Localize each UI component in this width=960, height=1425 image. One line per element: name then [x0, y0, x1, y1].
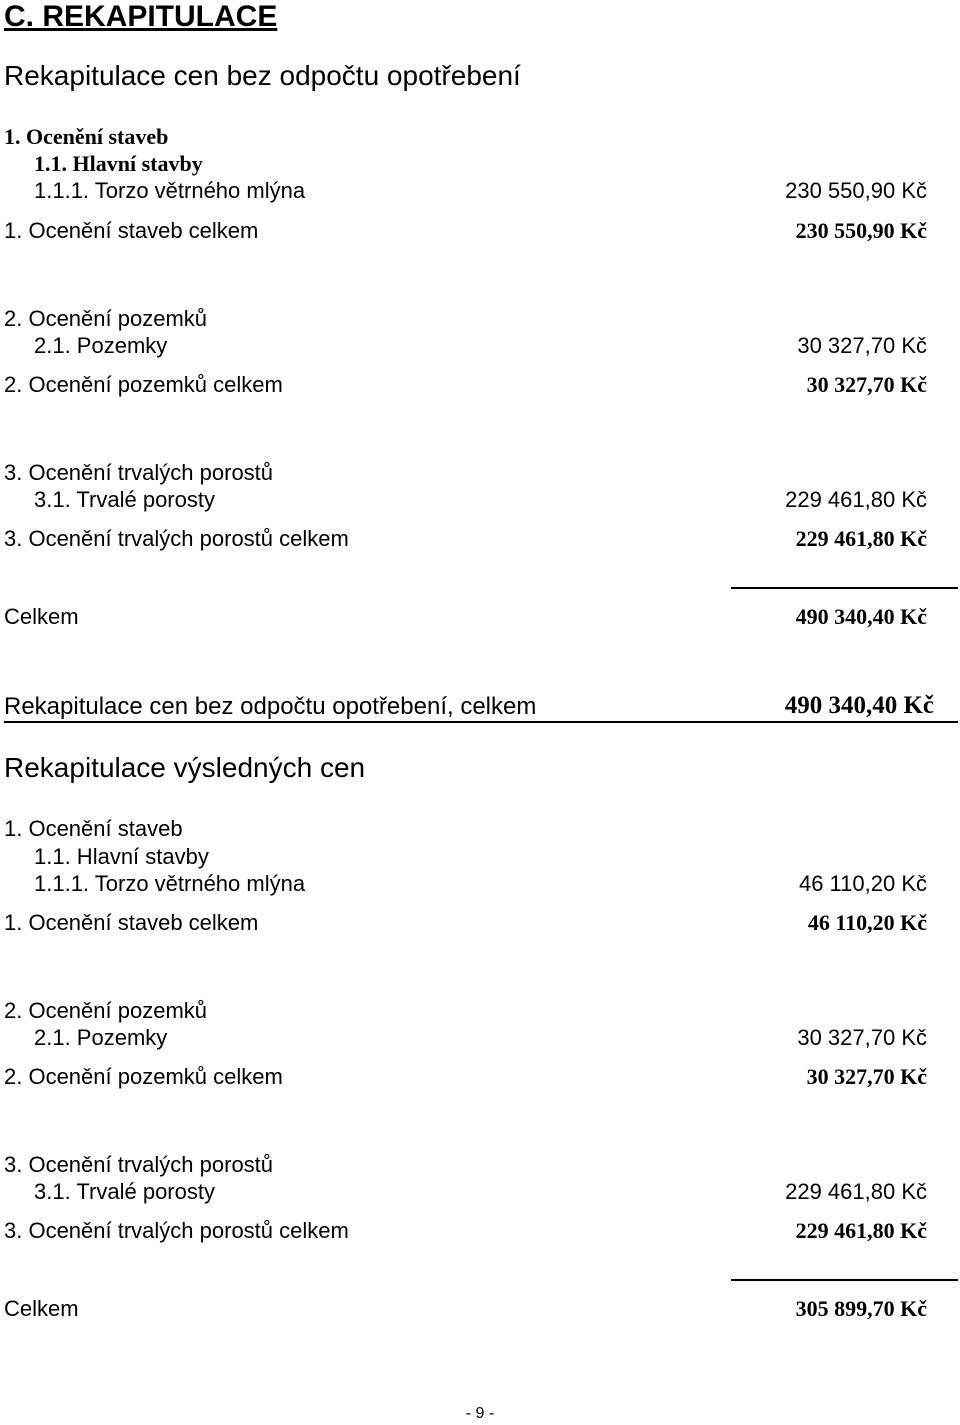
group-total-value: 230 550,90 Kč — [795, 218, 927, 243]
group-header: 1. Ocenění staveb — [4, 816, 183, 841]
final-total-label: Rekapitulace cen bez odpočtu opotřebení, celkem — [4, 693, 537, 720]
group-total-value: 46 110,20 Kč — [807, 910, 927, 935]
item-value: 30 327,70 Kč — [797, 1025, 927, 1050]
item-value: 230 550,90 Kč — [785, 178, 927, 203]
sum-rule — [731, 587, 958, 589]
group-total-label: 3. Ocenění trvalých porostů celkem — [4, 526, 349, 551]
item-value: 229 461,80 Kč — [785, 1179, 927, 1204]
item-label: 3.1. Trvalé porosty — [34, 1179, 215, 1204]
section-heading: Rekapitulace výsledných cen — [4, 752, 366, 783]
item-value: 46 110,20 Kč — [798, 871, 927, 896]
group-total-label: 1. Ocenění staveb celkem — [4, 218, 259, 243]
item-label: 2.1. Pozemky — [34, 333, 168, 358]
page-number: - 9 - — [465, 1405, 495, 1422]
subgroup-header: 1.1. Hlavní stavby — [34, 151, 203, 176]
item-value: 30 327,70 Kč — [797, 333, 927, 358]
final-total-value: 490 340,40 Kč — [784, 692, 934, 719]
item-label: 1.1.1. Torzo větrného mlýna — [34, 871, 306, 896]
group-header: 1. Ocenění staveb — [4, 124, 169, 149]
group-header: 2. Ocenění pozemků — [4, 306, 208, 331]
item-label: 3.1. Trvalé porosty — [34, 487, 215, 512]
section-heading: Rekapitulace cen bez odpočtu opotřebení — [4, 60, 521, 91]
subgroup-header: 1.1. Hlavní stavby — [34, 844, 209, 869]
sum-label: Celkem — [4, 1296, 79, 1321]
document-title: C. REKAPITULACE — [4, 0, 278, 33]
group-total-value: 229 461,80 Kč — [795, 526, 927, 551]
item-label: 2.1. Pozemky — [34, 1025, 168, 1050]
group-total-label: 1. Ocenění staveb celkem — [4, 910, 259, 935]
group-total-value: 229 461,80 Kč — [795, 1218, 927, 1243]
group-header: 3. Ocenění trvalých porostů — [4, 460, 274, 485]
group-total-label: 3. Ocenění trvalých porostů celkem — [4, 1218, 349, 1243]
sum-label: Celkem — [4, 604, 79, 629]
group-total-value: 30 327,70 Kč — [806, 1064, 927, 1089]
group-header: 3. Ocenění trvalých porostů — [4, 1152, 274, 1177]
group-header: 2. Ocenění pozemků — [4, 998, 208, 1023]
sum-value: 490 340,40 Kč — [795, 604, 927, 629]
group-total-value: 30 327,70 Kč — [806, 372, 927, 397]
item-value: 229 461,80 Kč — [785, 487, 927, 512]
group-total-label: 2. Ocenění pozemků celkem — [4, 1064, 283, 1089]
final-total-underline — [4, 721, 958, 723]
sum-rule — [731, 1279, 958, 1281]
group-total-label: 2. Ocenění pozemků celkem — [4, 372, 283, 397]
sum-value: 305 899,70 Kč — [795, 1296, 927, 1321]
item-label: 1.1.1. Torzo větrného mlýna — [34, 178, 306, 203]
